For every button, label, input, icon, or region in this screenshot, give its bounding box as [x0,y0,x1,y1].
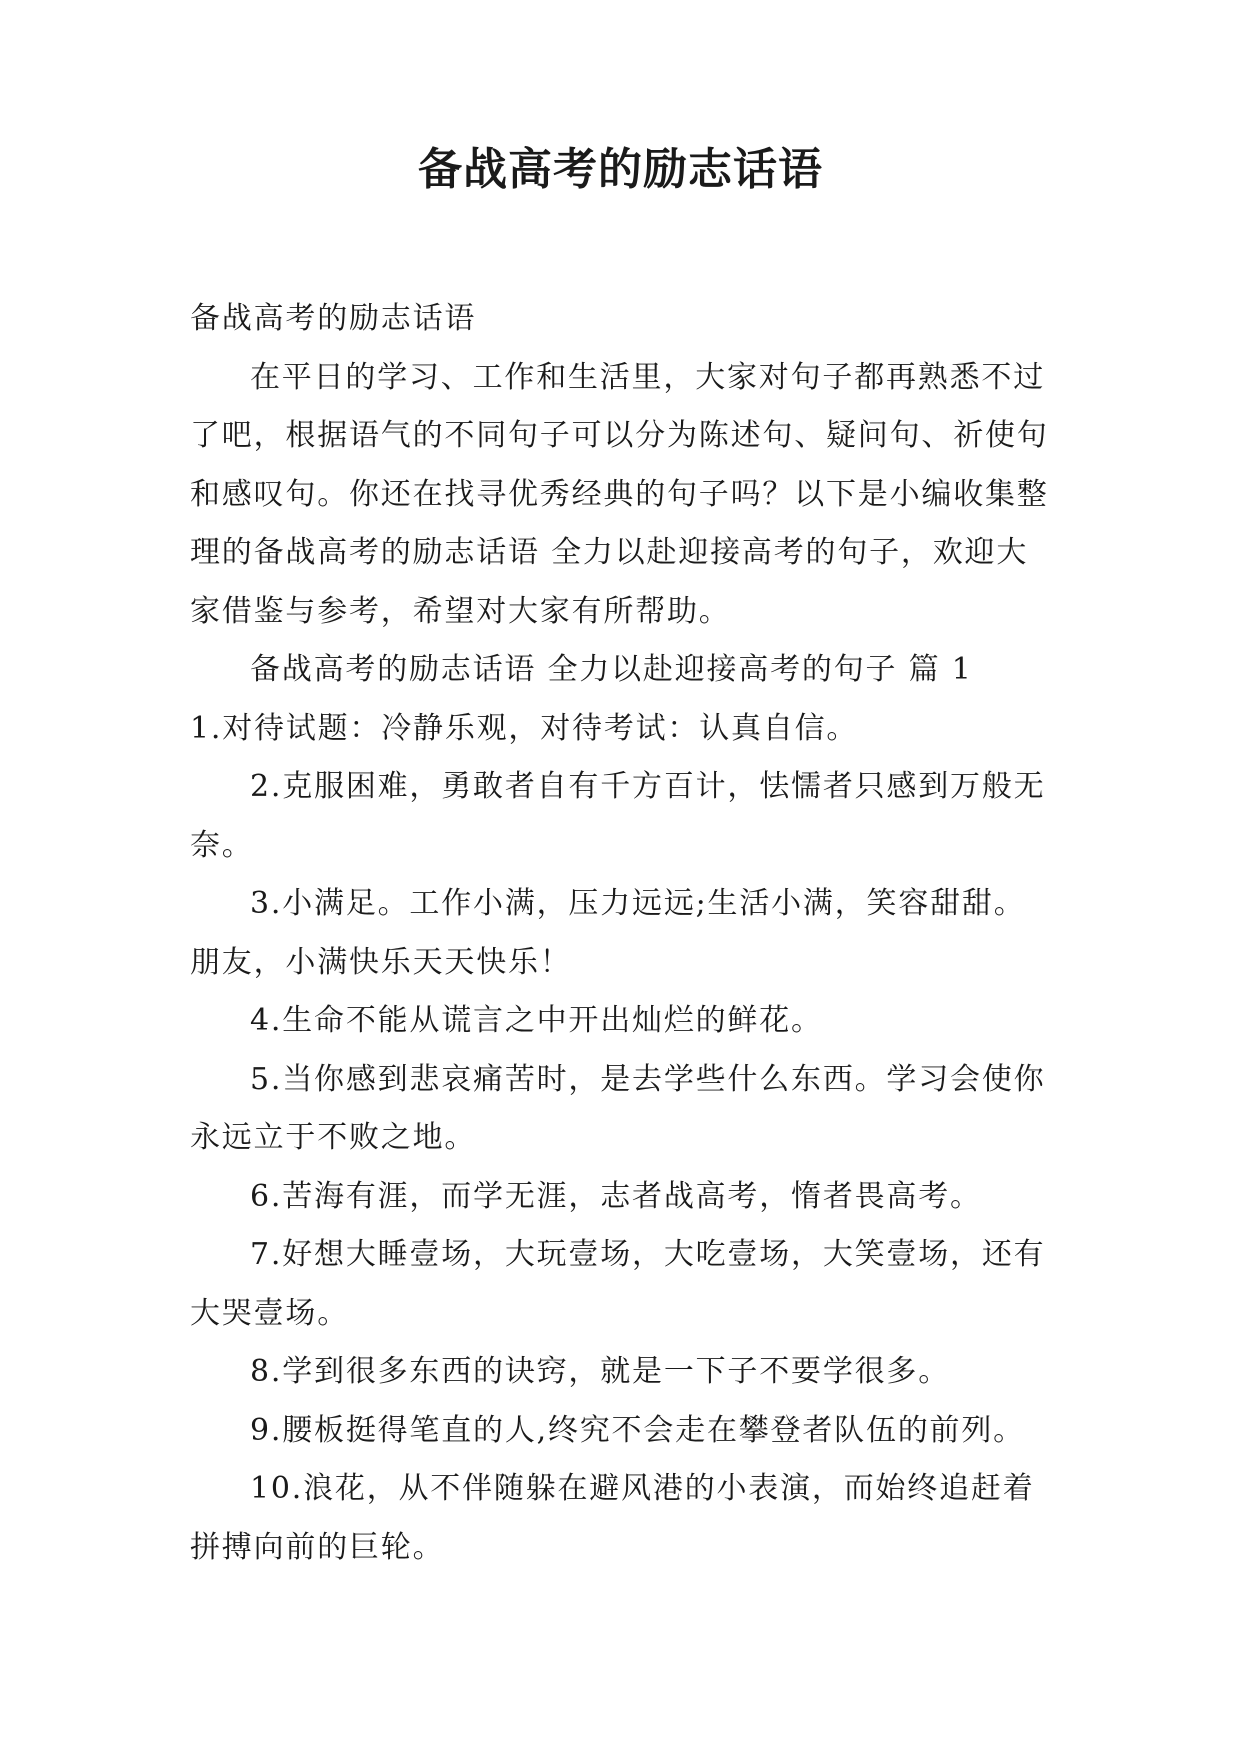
list-item: 4.生命不能从谎言之中开出灿烂的鲜花。 [250,1003,823,1038]
list-item: 2.克服困难，勇敢者自有千方百计，怯懦者只感到万般无奈。 [190,769,1046,863]
document-body [190,290,1050,1577]
document-title: 备战高考的励志话语 [418,144,823,195]
subtitle-line: 备战高考的励志话语 [190,301,477,336]
list-item: 5.当你感到悲哀痛苦时，是去学些什么东西。学习会使你永远立于不败之地。 [190,1061,1046,1155]
intro-paragraph: 在平日的学习、工作和生活里，大家对句子都再熟悉不过了吧，根据语气的不同句子可以分为陈述句、疑问句、祈使句和感叹句。你还在找寻优秀经典的句子吗？以下是小编收集整理的备战高考的励志话语 全力以赴迎接高考的句子，欢迎大家借鉴与参考，希望对大家有所帮助。 [190,359,1049,629]
list-item: 8.学到很多东西的诀窍，就是一下子不要学很多。 [250,1354,951,1389]
list-item: 9.腰板挺得笔直的人,终究不会走在攀登者队伍的前列。 [250,1412,1025,1448]
list-item: 10.浪花，从不伴随躲在避风港的小表演，而始终追赶着拼搏向前的巨轮。 [190,1471,1035,1565]
list-item: 3.小满足。工作小满，压力远远;生活小满，笑容甜甜。朋友，小满快乐天天快乐！ [190,886,1026,980]
section-heading: 备战高考的励志话语 全力以赴迎接高考的句子 篇 1 [250,652,973,687]
list-item: 7.好想大睡壹场，大玩壹场，大吃壹场，大笑壹场，还有大哭壹场。 [190,1237,1046,1331]
list-item: 6.苦海有涯，而学无涯，志者战高考，惰者畏高考。 [250,1178,982,1214]
list-item: 1.对待试题：冷静乐观，对待考试：认真自信。 [190,710,859,746]
